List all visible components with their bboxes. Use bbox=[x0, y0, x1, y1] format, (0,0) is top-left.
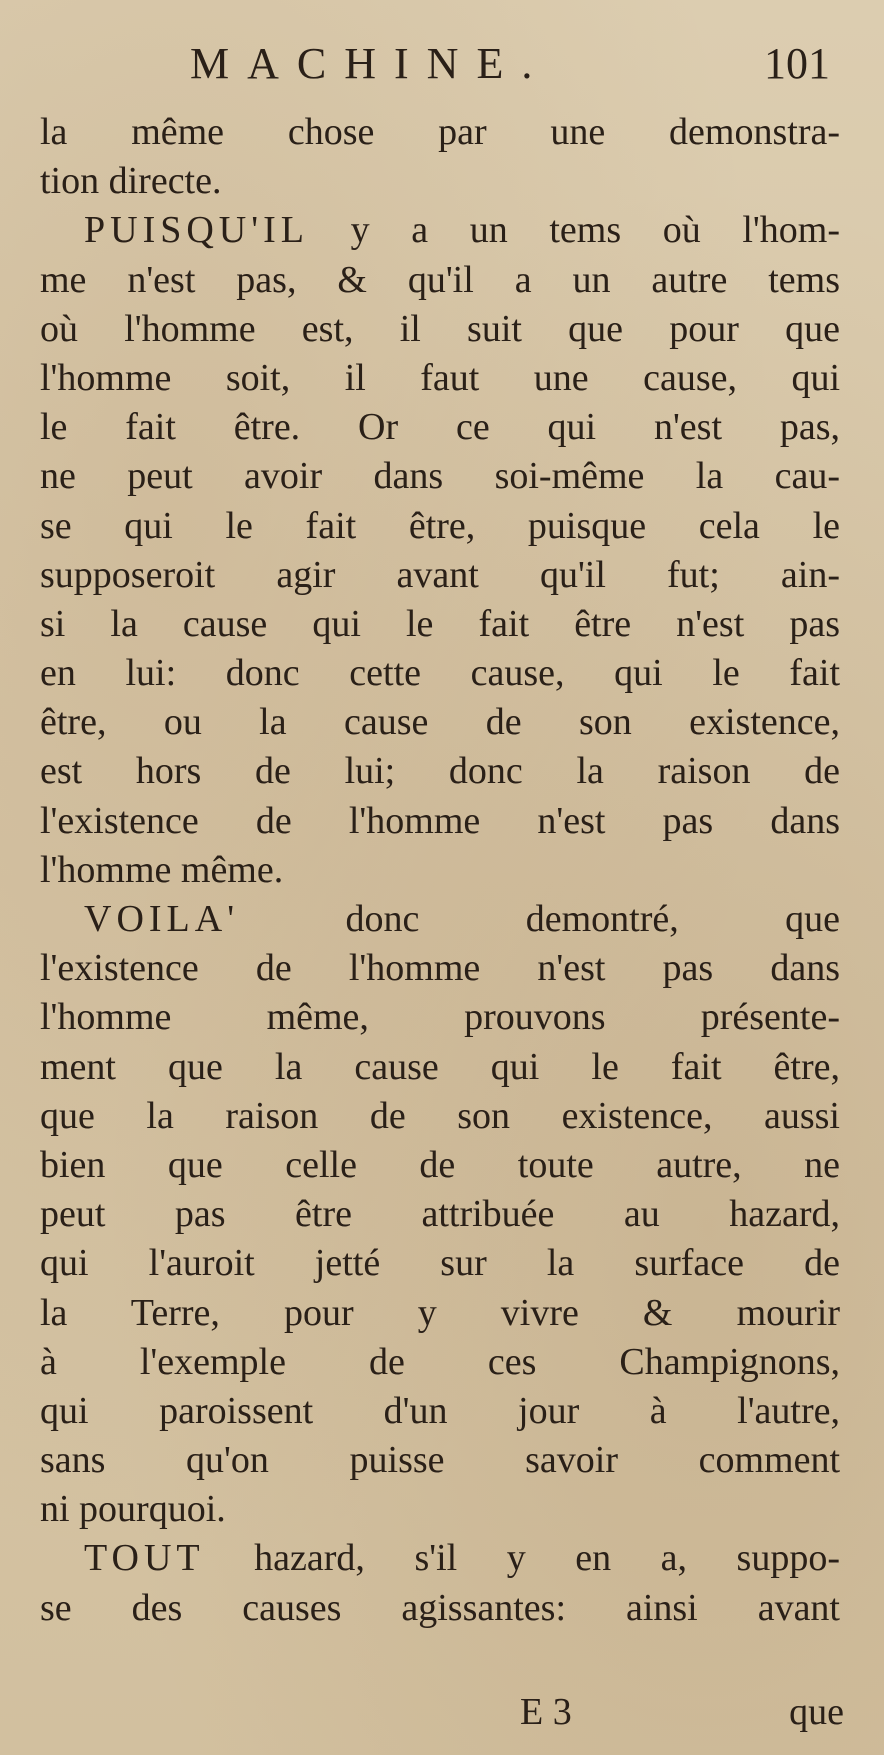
line-text: l'homme soit, il faut une cause, qui bbox=[40, 356, 840, 399]
text-line bbox=[40, 1043, 840, 1092]
text-line bbox=[40, 305, 840, 354]
text-line bbox=[40, 747, 840, 796]
line-text: où l'homme est, il suit que pour que bbox=[40, 307, 840, 350]
text-line bbox=[40, 1190, 840, 1239]
line-text: qui paroissent d'un jour à l'autre, bbox=[40, 1389, 840, 1432]
line-text: la même chose par une demonstra- bbox=[40, 111, 840, 153]
line-text: hazard, s'il y en a, suppo- bbox=[204, 1537, 840, 1580]
text-line bbox=[40, 256, 840, 305]
line-text: donc demontré, que bbox=[239, 898, 840, 940]
line-text: me n'est pas, & qu'il a un autre tems bbox=[40, 258, 840, 301]
text-line bbox=[40, 1584, 840, 1633]
line-text: ni pourquoi. bbox=[40, 1488, 226, 1531]
text-line bbox=[40, 1338, 840, 1387]
line-text: que la raison de son existence, aussi bbox=[40, 1094, 840, 1137]
text-line bbox=[40, 649, 840, 698]
text-line bbox=[40, 551, 840, 600]
line-text: ment que la cause qui le fait être, bbox=[40, 1045, 840, 1088]
paragraph-lead-word: VOILA' bbox=[84, 898, 240, 940]
line-text: peut pas être attribuée au hazard, bbox=[40, 1193, 840, 1236]
line-text: se qui le fait être, puisque cela le bbox=[40, 504, 840, 547]
line-text: y a un tems où l'hom- bbox=[308, 209, 840, 252]
text-line bbox=[40, 108, 840, 157]
text-line bbox=[40, 1092, 840, 1141]
text-line bbox=[40, 354, 840, 403]
line-text: le fait être. Or ce qui n'est pas, bbox=[40, 406, 840, 449]
signature-mark: E 3 bbox=[520, 1691, 572, 1733]
page-footer bbox=[0, 1690, 884, 1740]
text-line bbox=[40, 1534, 840, 1583]
line-text: à l'exemple de ces Champignons, bbox=[40, 1340, 840, 1383]
text-line bbox=[40, 600, 840, 649]
text-line bbox=[40, 157, 840, 206]
catchword: que bbox=[789, 1691, 844, 1733]
line-text: être, ou la cause de son existence, bbox=[40, 701, 840, 744]
line-text: supposeroit agir avant qu'il fut; ain- bbox=[40, 553, 840, 596]
text-line bbox=[40, 1387, 840, 1436]
line-text: l'homme même. bbox=[40, 848, 284, 891]
text-line bbox=[40, 502, 840, 551]
text-line bbox=[40, 993, 840, 1042]
text-line bbox=[40, 944, 840, 993]
page-header bbox=[190, 38, 830, 98]
text-line bbox=[40, 1239, 840, 1288]
text-line bbox=[40, 895, 840, 944]
line-text: qui l'auroit jetté sur la surface de bbox=[40, 1242, 840, 1285]
running-head: MACHINE. bbox=[190, 39, 551, 88]
line-text: en lui: donc cette cause, qui le fait bbox=[40, 652, 840, 695]
text-line bbox=[40, 1436, 840, 1485]
line-text: tion directe. bbox=[40, 160, 222, 203]
line-text: sans qu'on puisse savoir comment bbox=[40, 1439, 840, 1482]
text-line bbox=[40, 1289, 840, 1338]
paragraph-lead-word: TOUT bbox=[84, 1537, 205, 1580]
text-line bbox=[40, 698, 840, 747]
line-text: l'existence de l'homme n'est pas dans bbox=[40, 947, 840, 990]
text-line bbox=[40, 452, 840, 501]
line-text: ne peut avoir dans soi-même la cau- bbox=[40, 455, 840, 498]
text-line bbox=[40, 1141, 840, 1190]
line-text: si la cause qui le fait être n'est pas bbox=[40, 602, 840, 645]
line-text: l'existence de l'homme n'est pas dans bbox=[40, 799, 840, 842]
body-text bbox=[40, 108, 840, 1633]
text-line bbox=[40, 1485, 840, 1534]
text-line bbox=[40, 206, 840, 255]
text-line bbox=[40, 846, 840, 895]
paragraph-lead-word: PUISQU'IL bbox=[84, 209, 309, 252]
page-number: 101 bbox=[764, 39, 830, 88]
line-text: la Terre, pour y vivre & mourir bbox=[40, 1291, 840, 1334]
line-text: se des causes agissantes: ainsi avant bbox=[40, 1586, 840, 1629]
line-text: est hors de lui; donc la raison de bbox=[40, 750, 840, 793]
line-text: l'homme même, prouvons présente- bbox=[40, 996, 840, 1039]
line-text: bien que celle de toute autre, ne bbox=[40, 1143, 840, 1186]
text-line bbox=[40, 797, 840, 846]
text-line bbox=[40, 403, 840, 452]
